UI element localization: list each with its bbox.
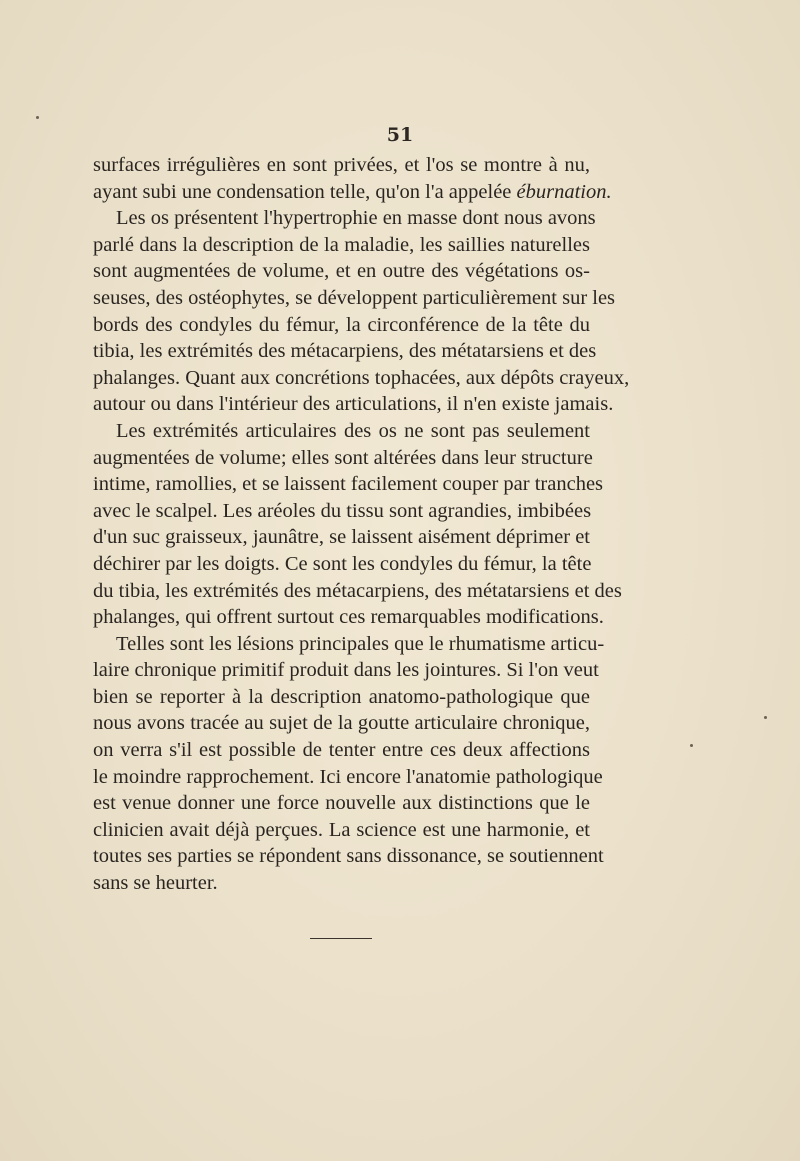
italic-term: éburnation. (516, 180, 612, 203)
text-line: autour ou dans l'intérieur des articulations, il n'en existe jamais. (93, 393, 614, 416)
text-line: déchirer par les doigts. Ce sont les condyles du fémur, la tête (93, 552, 592, 575)
text-line: du tibia, les extrémités des métacarpiens, des métatarsiens et des (93, 579, 622, 602)
text-line: sont augmentées de volume, et en outre des végétations os- (93, 260, 590, 283)
text-line: bien se reporter à la description anatomo-pathologique que (93, 685, 590, 708)
text-line: d'un suc graisseux, jaunâtre, se laissent aisément déprimer et (93, 526, 590, 549)
section-divider (310, 938, 372, 939)
text-line: Les extrémités articulaires des os ne sont pas seulement (116, 419, 590, 442)
text-segment: ayant subi une condensation telle, qu'on l'a appelée (93, 180, 517, 203)
text-line: intime, ramollies, et se laissent facilement couper par tranches (93, 473, 604, 496)
text-line: tibia, les extrémités des métacarpiens, des métatarsiens et des (93, 340, 597, 363)
text-line: on verra s'il est possible de tenter entre ces deux affections (93, 739, 590, 762)
text-line: clinicien avait déjà perçues. La science est une harmonie, et (93, 818, 590, 841)
paper-speck (36, 116, 39, 119)
text-line: nous avons tracée au sujet de la goutte articulaire chronique, (93, 712, 590, 735)
text-line: Telles sont les lésions principales que le rhumatisme articu- (116, 632, 605, 655)
text-line: augmentées de volume; elles sont altérées dans leur structure (93, 446, 593, 469)
text-line: seuses, des ostéophytes, se développent particulièrement sur les (93, 286, 616, 309)
text-line: est venue donner une force nouvelle aux distinctions que le (93, 792, 590, 815)
body-text (93, 152, 630, 897)
text-line (93, 179, 612, 206)
text-line: toutes ses parties se répondent sans dissonance, se soutiennent (93, 845, 604, 868)
text-line: avec le scalpel. Les aréoles du tissu sont agrandies, imbibées (93, 499, 592, 522)
text-line: laire chronique primitif produit dans les jointures. Si l'on veut (93, 659, 599, 682)
text-line: parlé dans la description de la maladie, les saillies naturelles (93, 233, 590, 256)
text-line: phalanges, qui offrent surtout ces remarquables modifications. (93, 606, 604, 629)
text-line: phalanges. Quant aux concrétions tophacées, aux dépôts crayeux, (93, 366, 630, 389)
text-line: Les os présentent l'hypertrophie en masse dont nous avons (116, 207, 596, 230)
text-line: le moindre rapprochement. Ici encore l'anatomie pathologique (93, 765, 603, 788)
text-line: surfaces irrégulières en sont privées, et l'os se montre à nu, (93, 154, 590, 176)
paper-speck (764, 716, 767, 719)
text-line: bords des condyles du fémur, la circonférence de la tête du (93, 313, 590, 336)
paper-speck (690, 744, 693, 747)
page-number: 51 (386, 124, 414, 146)
text-line: sans se heurter. (93, 872, 218, 895)
